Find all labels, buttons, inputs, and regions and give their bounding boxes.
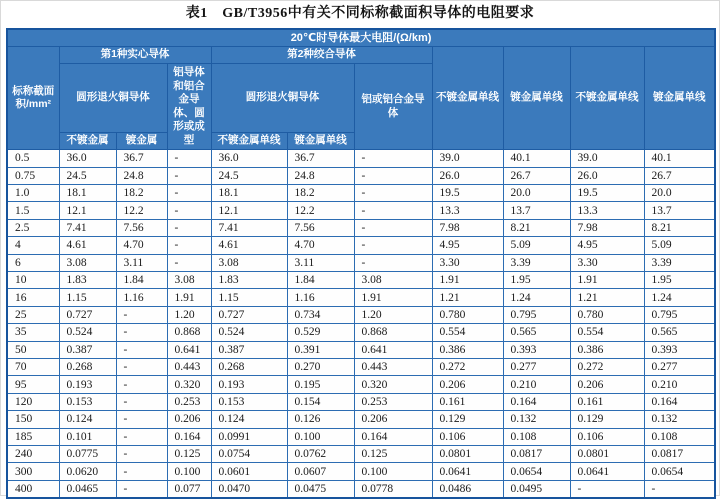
- resistance-value-cell: 4.61: [211, 237, 287, 254]
- resistance-value-cell: 0.0495: [503, 480, 570, 497]
- resistance-value-cell: 0.0991: [211, 428, 287, 445]
- area-cell: 300: [7, 463, 59, 480]
- resistance-value-cell: -: [167, 150, 211, 167]
- resistance-value-cell: 0.0607: [287, 463, 354, 480]
- resistance-value-cell: -: [167, 237, 211, 254]
- resistance-value-cell: 0.129: [432, 411, 503, 428]
- resistance-value-cell: 13.3: [570, 202, 644, 219]
- resistance-value-cell: 3.11: [287, 254, 354, 271]
- resistance-value-cell: 3.08: [211, 254, 287, 271]
- resistance-value-cell: 19.5: [570, 185, 644, 202]
- resistance-value-cell: 1.83: [211, 272, 287, 289]
- resistance-value-cell: 0.195: [287, 376, 354, 393]
- resistance-value-cell: 3.08: [167, 272, 211, 289]
- table-row: [7, 254, 715, 271]
- resistance-value-cell: 0.268: [59, 358, 116, 375]
- resistance-value-cell: 4.95: [570, 237, 644, 254]
- resistance-value-cell: 0.565: [644, 324, 715, 341]
- resistance-value-cell: 0.129: [570, 411, 644, 428]
- resistance-value-cell: 1.91: [432, 272, 503, 289]
- resistance-value-cell: 0.386: [432, 341, 503, 358]
- resistance-value-cell: -: [116, 341, 167, 358]
- resistance-value-cell: 0.386: [570, 341, 644, 358]
- resistance-value-cell: 1.24: [503, 289, 570, 306]
- resistance-value-cell: 0.0641: [570, 463, 644, 480]
- resistance-value-cell: 7.56: [116, 219, 167, 236]
- table-row: [7, 358, 715, 375]
- resistance-value-cell: -: [116, 428, 167, 445]
- resistance-value-cell: 1.21: [570, 289, 644, 306]
- table-row: [7, 393, 715, 410]
- header-nominal-area: 标称截面积/mm²: [7, 47, 59, 150]
- area-cell: 50: [7, 341, 59, 358]
- resistance-value-cell: 0.524: [59, 324, 116, 341]
- resistance-value-cell: 0.0801: [570, 445, 644, 462]
- resistance-value-cell: -: [116, 480, 167, 497]
- resistance-value-cell: 1.95: [644, 272, 715, 289]
- table-caption: 表1 GB/T3956中有关不同标称截面积导体的电阻要求: [185, 6, 535, 21]
- table-row: [7, 445, 715, 462]
- resistance-value-cell: 0.206: [354, 411, 432, 428]
- resistance-value-cell: 0.393: [644, 341, 715, 358]
- area-cell: 35: [7, 324, 59, 341]
- resistance-value-cell: 36.7: [116, 150, 167, 167]
- resistance-value-cell: 1.21: [432, 289, 503, 306]
- resistance-value-cell: 3.39: [644, 254, 715, 271]
- resistance-value-cell: -: [354, 219, 432, 236]
- resistance-value-cell: 7.41: [59, 219, 116, 236]
- resistance-value-cell: 0.868: [354, 324, 432, 341]
- resistance-value-cell: 0.100: [287, 428, 354, 445]
- table-row: [7, 376, 715, 393]
- header-solid-unplated: 不镀金属: [59, 133, 116, 150]
- area-cell: 120: [7, 393, 59, 410]
- resistance-value-cell: 18.2: [287, 185, 354, 202]
- resistance-value-cell: -: [167, 219, 211, 236]
- resistance-value-cell: 0.795: [644, 306, 715, 323]
- resistance-value-cell: 12.1: [211, 202, 287, 219]
- area-cell: 1.0: [7, 185, 59, 202]
- resistance-value-cell: 0.0762: [287, 445, 354, 462]
- header-flex6-unplated-wire: 不镀金属单线: [570, 47, 644, 150]
- area-cell: 95: [7, 376, 59, 393]
- resistance-value-cell: 0.164: [644, 393, 715, 410]
- table-row: [7, 150, 715, 167]
- header-max-resistance: 20℃时导体最大电阻/(Ω/km): [7, 29, 715, 47]
- resistance-value-cell: -: [116, 376, 167, 393]
- resistance-value-cell: 0.125: [167, 445, 211, 462]
- resistance-value-cell: 0.106: [432, 428, 503, 445]
- resistance-value-cell: -: [354, 254, 432, 271]
- resistance-value-cell: 26.7: [644, 167, 715, 184]
- resistance-value-cell: 0.272: [570, 358, 644, 375]
- resistance-value-cell: 1.16: [116, 289, 167, 306]
- resistance-value-cell: 0.727: [59, 306, 116, 323]
- resistance-value-cell: 0.727: [211, 306, 287, 323]
- resistance-value-cell: 0.124: [59, 411, 116, 428]
- resistance-value-cell: 0.270: [287, 358, 354, 375]
- resistance-value-cell: 4.95: [432, 237, 503, 254]
- table-header: [7, 29, 715, 150]
- header-stranded-annealed-copper: 圆形退火铜导体: [211, 64, 354, 133]
- resistance-value-cell: 0.868: [167, 324, 211, 341]
- resistance-value-cell: 0.0817: [644, 445, 715, 462]
- resistance-value-cell: 0.161: [432, 393, 503, 410]
- resistance-value-cell: -: [116, 324, 167, 341]
- resistance-value-cell: 36.0: [59, 150, 116, 167]
- table-row: [7, 167, 715, 184]
- header-solid-aluminum: 铝导体和铝合金导体、圆形或成型: [167, 64, 211, 150]
- resistance-value-cell: -: [116, 393, 167, 410]
- resistance-value-cell: 5.09: [644, 237, 715, 254]
- resistance-value-cell: 0.206: [570, 376, 644, 393]
- resistance-value-cell: 39.0: [570, 150, 644, 167]
- header-flex5-plated-wire: 镀金属单线: [503, 47, 570, 150]
- resistance-value-cell: 1.84: [116, 272, 167, 289]
- resistance-value-cell: 13.7: [644, 202, 715, 219]
- resistance-value-cell: 20.0: [503, 185, 570, 202]
- resistance-value-cell: 20.0: [644, 185, 715, 202]
- resistance-value-cell: 0.153: [59, 393, 116, 410]
- resistance-value-cell: 0.0778: [354, 480, 432, 497]
- resistance-value-cell: 13.3: [432, 202, 503, 219]
- resistance-value-cell: 0.272: [432, 358, 503, 375]
- resistance-value-cell: -: [644, 480, 715, 497]
- resistance-value-cell: 26.0: [570, 167, 644, 184]
- area-cell: 1.5: [7, 202, 59, 219]
- resistance-value-cell: 1.83: [59, 272, 116, 289]
- header-solid-conductor-group: 第1种实心导体: [59, 47, 211, 64]
- resistance-value-cell: 0.387: [211, 341, 287, 358]
- resistance-value-cell: 4.70: [116, 237, 167, 254]
- resistance-value-cell: -: [116, 306, 167, 323]
- resistance-value-cell: 24.5: [59, 167, 116, 184]
- resistance-value-cell: 0.154: [287, 393, 354, 410]
- table-row: [7, 202, 715, 219]
- table-row: [7, 219, 715, 236]
- resistance-value-cell: 0.391: [287, 341, 354, 358]
- resistance-value-cell: 18.2: [116, 185, 167, 202]
- resistance-value-cell: 0.077: [167, 480, 211, 497]
- area-cell: 2.5: [7, 219, 59, 236]
- resistance-value-cell: 0.210: [503, 376, 570, 393]
- resistance-value-cell: 4.70: [287, 237, 354, 254]
- resistance-value-cell: 40.1: [644, 150, 715, 167]
- table-row: [7, 324, 715, 341]
- area-cell: 4: [7, 237, 59, 254]
- resistance-value-cell: 0.277: [503, 358, 570, 375]
- resistance-value-cell: 1.91: [354, 289, 432, 306]
- resistance-value-cell: 0.164: [503, 393, 570, 410]
- resistance-value-cell: 0.210: [644, 376, 715, 393]
- resistance-value-cell: -: [167, 254, 211, 271]
- resistance-value-cell: 0.106: [570, 428, 644, 445]
- resistance-value-cell: 0.108: [503, 428, 570, 445]
- resistance-value-cell: 0.0754: [211, 445, 287, 462]
- area-cell: 25: [7, 306, 59, 323]
- resistance-value-cell: 0.780: [570, 306, 644, 323]
- resistance-value-cell: 36.0: [211, 150, 287, 167]
- header-solid-plated: 镀金属: [116, 133, 167, 150]
- resistance-value-cell: 12.2: [116, 202, 167, 219]
- resistance-value-cell: 0.0465: [59, 480, 116, 497]
- resistance-value-cell: 1.16: [287, 289, 354, 306]
- area-cell: 150: [7, 411, 59, 428]
- resistance-value-cell: 24.5: [211, 167, 287, 184]
- header-stranded-unplated-wire: 不镀金属单线: [211, 133, 287, 150]
- area-cell: 10: [7, 272, 59, 289]
- header-row-groups: [7, 47, 715, 64]
- resistance-value-cell: 0.387: [59, 341, 116, 358]
- resistance-value-cell: 7.98: [432, 219, 503, 236]
- resistance-value-cell: 0.320: [167, 376, 211, 393]
- resistance-value-cell: 0.554: [570, 324, 644, 341]
- resistance-value-cell: 0.0620: [59, 463, 116, 480]
- resistance-value-cell: 8.21: [644, 219, 715, 236]
- resistance-value-cell: 0.268: [211, 358, 287, 375]
- resistance-value-cell: 0.206: [167, 411, 211, 428]
- resistance-value-cell: -: [354, 185, 432, 202]
- resistance-value-cell: 0.206: [432, 376, 503, 393]
- area-cell: 0.75: [7, 167, 59, 184]
- resistance-value-cell: 12.2: [287, 202, 354, 219]
- area-cell: 6: [7, 254, 59, 271]
- table-row: [7, 341, 715, 358]
- resistance-value-cell: 0.132: [644, 411, 715, 428]
- resistance-value-cell: 1.91: [167, 289, 211, 306]
- resistance-value-cell: -: [116, 445, 167, 462]
- resistance-value-cell: 3.39: [503, 254, 570, 271]
- resistance-value-cell: 0.565: [503, 324, 570, 341]
- resistance-value-cell: 0.193: [59, 376, 116, 393]
- table-row: [7, 428, 715, 445]
- table-body: [7, 150, 715, 498]
- resistance-value-cell: 3.08: [354, 272, 432, 289]
- resistance-value-cell: 0.734: [287, 306, 354, 323]
- resistance-table: [6, 28, 716, 499]
- resistance-value-cell: 0.443: [167, 358, 211, 375]
- resistance-value-cell: 3.11: [116, 254, 167, 271]
- header-row-resistance: [7, 29, 715, 47]
- resistance-value-cell: 0.0601: [211, 463, 287, 480]
- resistance-value-cell: -: [116, 463, 167, 480]
- header-stranded-plated-wire: 镀金属单线: [287, 133, 354, 150]
- resistance-value-cell: 0.0470: [211, 480, 287, 497]
- table-row: [7, 289, 715, 306]
- resistance-value-cell: 13.7: [503, 202, 570, 219]
- resistance-value-cell: 0.0817: [503, 445, 570, 462]
- resistance-value-cell: 0.524: [211, 324, 287, 341]
- resistance-value-cell: -: [354, 167, 432, 184]
- resistance-value-cell: -: [354, 150, 432, 167]
- resistance-value-cell: 0.641: [354, 341, 432, 358]
- resistance-value-cell: 0.641: [167, 341, 211, 358]
- resistance-value-cell: 1.15: [211, 289, 287, 306]
- resistance-value-cell: -: [116, 358, 167, 375]
- resistance-value-cell: 0.795: [503, 306, 570, 323]
- header-flex6-plated-wire: 镀金属单线: [644, 47, 715, 150]
- resistance-value-cell: 0.164: [167, 428, 211, 445]
- resistance-value-cell: 0.164: [354, 428, 432, 445]
- resistance-value-cell: 1.20: [354, 306, 432, 323]
- resistance-value-cell: 3.30: [432, 254, 503, 271]
- resistance-value-cell: 1.84: [287, 272, 354, 289]
- resistance-value-cell: 0.277: [644, 358, 715, 375]
- resistance-value-cell: 0.193: [211, 376, 287, 393]
- resistance-value-cell: -: [354, 202, 432, 219]
- area-cell: 400: [7, 480, 59, 497]
- resistance-value-cell: -: [116, 411, 167, 428]
- area-cell: 185: [7, 428, 59, 445]
- resistance-value-cell: 0.161: [570, 393, 644, 410]
- area-cell: 0.5: [7, 150, 59, 167]
- area-cell: 16: [7, 289, 59, 306]
- resistance-value-cell: -: [354, 237, 432, 254]
- resistance-value-cell: 36.7: [287, 150, 354, 167]
- table-row: [7, 463, 715, 480]
- resistance-value-cell: 0.0486: [432, 480, 503, 497]
- resistance-value-cell: -: [167, 202, 211, 219]
- header-stranded-conductor-group: 第2种绞合导体: [211, 47, 432, 64]
- header-flex5-unplated-wire: 不镀金属单线: [432, 47, 503, 150]
- resistance-value-cell: 0.132: [503, 411, 570, 428]
- resistance-value-cell: 0.554: [432, 324, 503, 341]
- table-row: [7, 480, 715, 497]
- resistance-value-cell: 0.101: [59, 428, 116, 445]
- resistance-value-cell: 3.30: [570, 254, 644, 271]
- table-row: [7, 185, 715, 202]
- header-stranded-aluminum: 铝或铝合金导体: [354, 64, 432, 150]
- resistance-value-cell: 8.21: [503, 219, 570, 236]
- resistance-value-cell: 0.0475: [287, 480, 354, 497]
- resistance-value-cell: 0.153: [211, 393, 287, 410]
- table-row: [7, 237, 715, 254]
- resistance-value-cell: 0.253: [354, 393, 432, 410]
- resistance-value-cell: 19.5: [432, 185, 503, 202]
- resistance-value-cell: 0.100: [167, 463, 211, 480]
- header-solid-annealed-copper: 圆形退火铜导体: [59, 64, 167, 133]
- resistance-value-cell: 26.7: [503, 167, 570, 184]
- resistance-value-cell: 24.8: [287, 167, 354, 184]
- area-cell: 70: [7, 358, 59, 375]
- resistance-value-cell: 26.0: [432, 167, 503, 184]
- resistance-value-cell: 1.91: [570, 272, 644, 289]
- table-row: [7, 272, 715, 289]
- resistance-value-cell: 7.98: [570, 219, 644, 236]
- resistance-value-cell: 18.1: [59, 185, 116, 202]
- resistance-value-cell: 0.393: [503, 341, 570, 358]
- resistance-value-cell: 0.0775: [59, 445, 116, 462]
- resistance-value-cell: 7.56: [287, 219, 354, 236]
- resistance-value-cell: 0.108: [644, 428, 715, 445]
- resistance-value-cell: 0.0801: [432, 445, 503, 462]
- resistance-value-cell: 0.0654: [644, 463, 715, 480]
- resistance-value-cell: 0.100: [354, 463, 432, 480]
- resistance-value-cell: 0.320: [354, 376, 432, 393]
- resistance-value-cell: 1.15: [59, 289, 116, 306]
- table-row: [7, 306, 715, 323]
- resistance-value-cell: 0.0641: [432, 463, 503, 480]
- resistance-value-cell: 1.95: [503, 272, 570, 289]
- resistance-value-cell: 0.0654: [503, 463, 570, 480]
- resistance-value-cell: 1.24: [644, 289, 715, 306]
- resistance-value-cell: 7.41: [211, 219, 287, 236]
- resistance-value-cell: -: [167, 167, 211, 184]
- resistance-value-cell: 0.780: [432, 306, 503, 323]
- resistance-value-cell: 0.124: [211, 411, 287, 428]
- resistance-value-cell: 0.125: [354, 445, 432, 462]
- resistance-value-cell: 0.126: [287, 411, 354, 428]
- resistance-value-cell: -: [167, 185, 211, 202]
- resistance-value-cell: 18.1: [211, 185, 287, 202]
- resistance-value-cell: -: [570, 480, 644, 497]
- resistance-value-cell: 0.443: [354, 358, 432, 375]
- resistance-value-cell: 5.09: [503, 237, 570, 254]
- resistance-value-cell: 0.253: [167, 393, 211, 410]
- resistance-value-cell: 1.20: [167, 306, 211, 323]
- resistance-value-cell: 4.61: [59, 237, 116, 254]
- area-cell: 240: [7, 445, 59, 462]
- resistance-value-cell: 12.1: [59, 202, 116, 219]
- resistance-value-cell: 0.529: [287, 324, 354, 341]
- resistance-value-cell: 40.1: [503, 150, 570, 167]
- resistance-value-cell: 24.8: [116, 167, 167, 184]
- table-row: [7, 411, 715, 428]
- resistance-value-cell: 39.0: [432, 150, 503, 167]
- resistance-value-cell: 3.08: [59, 254, 116, 271]
